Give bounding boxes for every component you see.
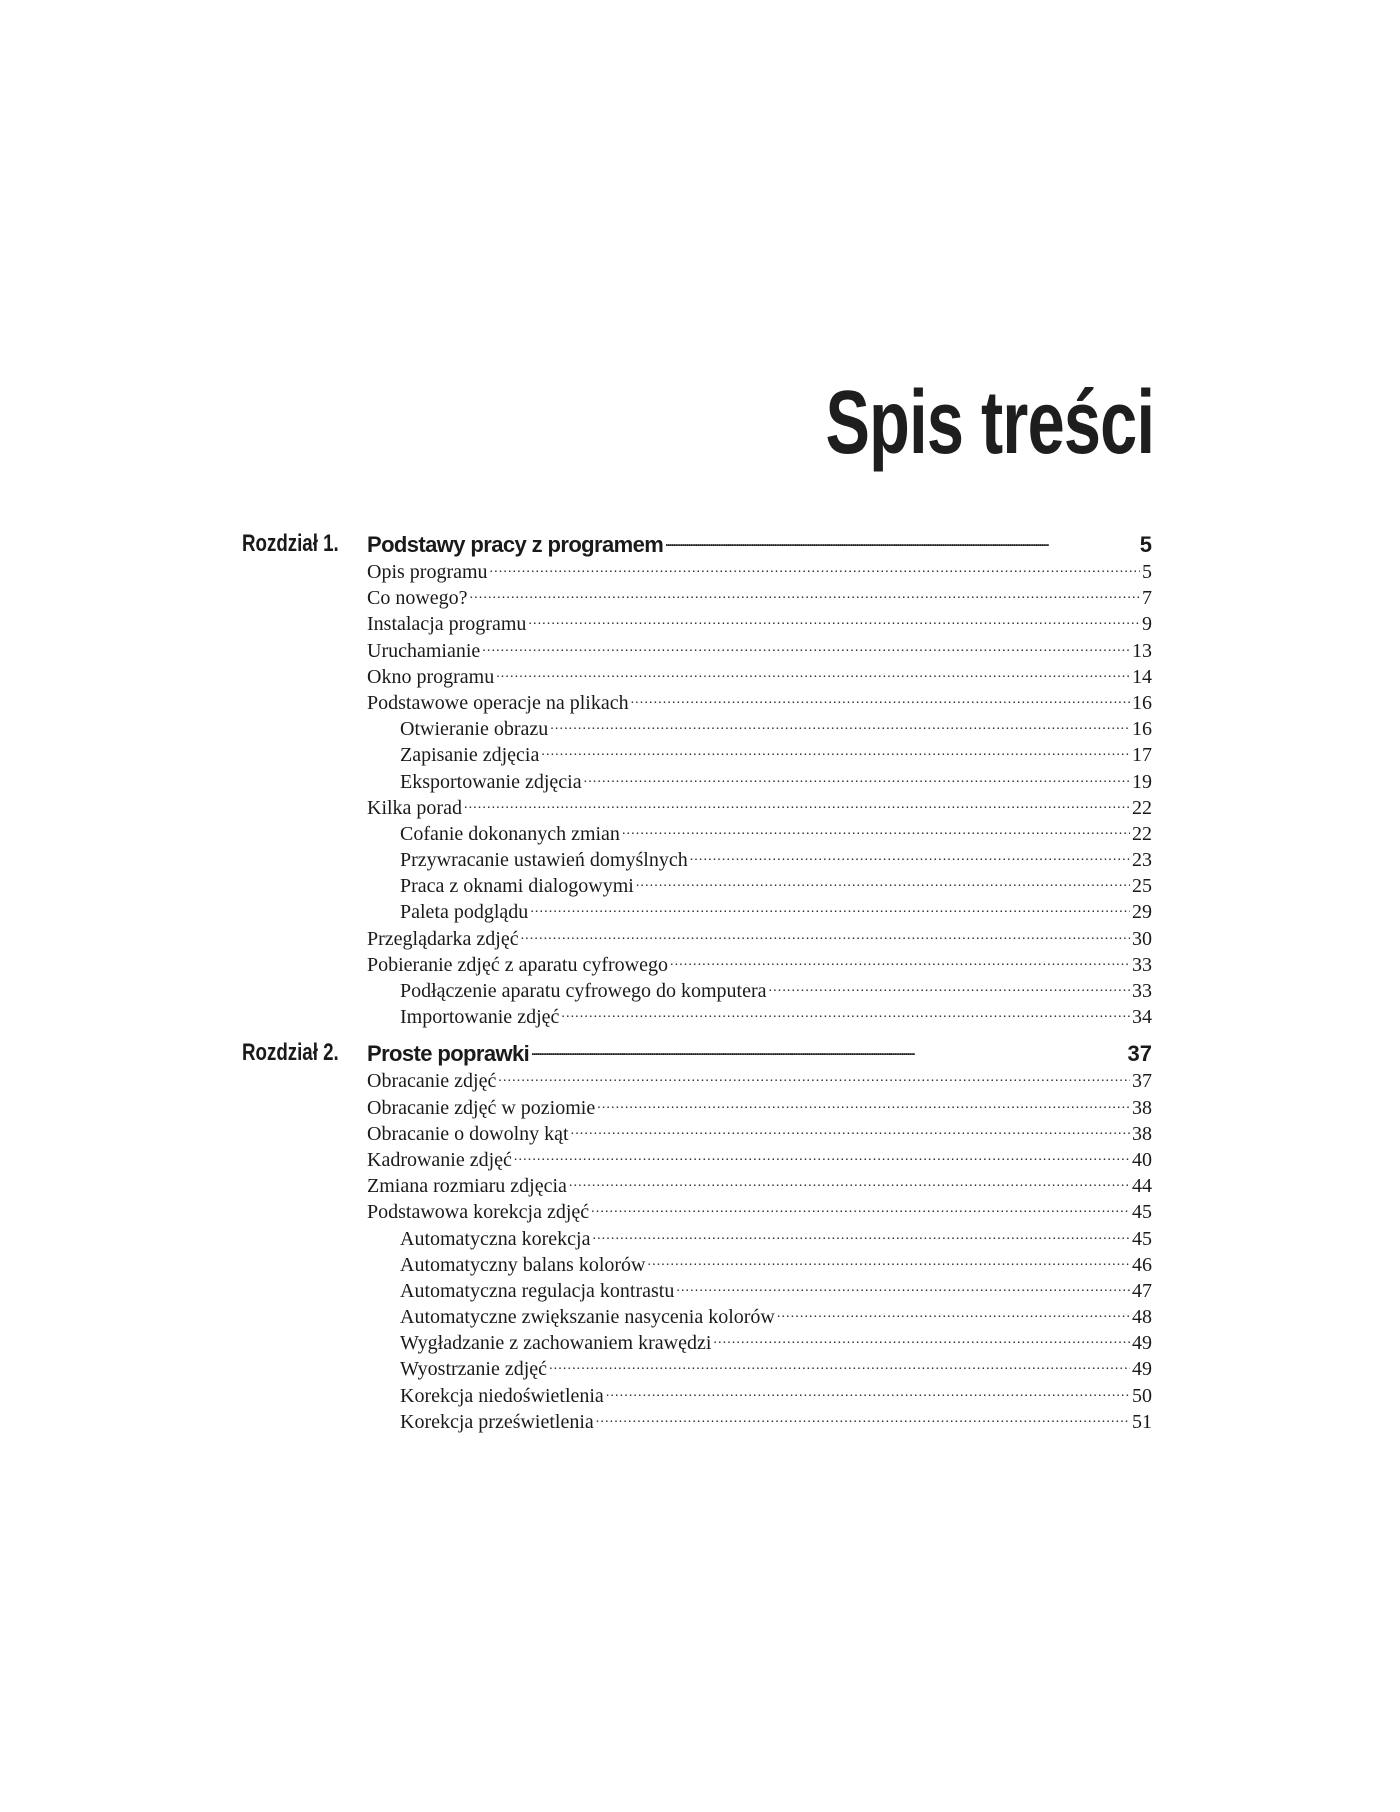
dot-leader [549,1355,1130,1375]
entry-label: Opis programu [367,561,488,583]
page-number: 34 [1132,1006,1152,1029]
entry-label: Okno programu [367,665,495,688]
dot-leader [584,768,1130,788]
page-number: 40 [1132,1148,1152,1171]
entry-label: Korekcja prześwietlenia [400,1410,594,1433]
page-number: 16 [1132,691,1152,714]
chapter-title: Proste poprawki [367,1041,530,1067]
page-title: Spis treści [825,373,1154,473]
page-number: 7 [1142,587,1152,610]
dot-leader [622,820,1130,840]
page-number: 33 [1132,953,1152,976]
entry-label: Wyostrzanie zdjęć [400,1358,548,1381]
dot-leader [521,925,1130,945]
entry-label: Cofanie dokonanych zmian [400,822,620,845]
entry-label: Importowanie zdjęć [400,1006,560,1029]
dot-leader [713,1329,1130,1349]
dot-leader [690,846,1130,866]
entry-label: Automatyczne zwiększanie nasycenia kolorów [400,1306,775,1329]
dot-leader [470,584,1140,604]
toc-chapter [242,1039,1152,1434]
toc-section-entry[interactable] [367,637,1152,663]
entry-label: Kilka porad [367,796,462,819]
page-number: 51 [1132,1410,1152,1433]
dot-leader [528,610,1140,630]
dot-leader [636,872,1130,892]
page-number: 38 [1132,1122,1152,1145]
toc-section-entry[interactable] [367,951,1152,977]
toc-subsection-entry[interactable] [400,1355,1152,1381]
toc-section-entry[interactable] [367,1067,1152,1093]
entry-label: Co nowego? [367,587,468,610]
page-number: 46 [1132,1253,1152,1276]
entry-label: Przywracanie ustawień domyślnych [400,849,688,872]
page-number: 30 [1132,927,1152,950]
page-number: 33 [1132,980,1152,1002]
page-number: 47 [1132,1279,1152,1302]
toc-section-entry[interactable] [367,1094,1152,1120]
toc-section-entry[interactable] [367,794,1152,820]
page-number: 19 [1132,770,1152,793]
dot-leader [561,1003,1130,1023]
page-number: 37 [1132,1070,1152,1093]
page-number: 22 [1132,796,1152,819]
toc-subsection-entry[interactable] [400,846,1152,872]
toc-subsection-entry[interactable] [400,820,1152,846]
dot-leader [665,530,1138,552]
dot-leader [498,1067,1130,1087]
entry-label: Obracanie zdjęć w poziomie [367,1096,596,1119]
toc-chapter-title-link[interactable] [367,530,1152,558]
chapter-number: Rozdział 1. [242,530,339,557]
entry-label: Podłączenie aparatu cyfrowego do komputera [400,980,767,1002]
toc-subsection-entry[interactable] [400,1382,1152,1408]
dot-leader [482,637,1130,657]
dot-leader [631,689,1130,709]
dot-leader [490,558,1140,578]
page-number: 45 [1132,1227,1152,1250]
dot-leader [596,1408,1130,1428]
dot-leader [777,1303,1130,1323]
page-number: 48 [1132,1306,1152,1329]
entry-label: Automatyczna regulacja kontrastu [400,1279,675,1302]
toc-section-entry[interactable] [367,1146,1152,1172]
entry-label: Kadrowanie zdjęć [367,1148,512,1171]
table-of-contents [242,530,1152,1444]
toc-section-entry[interactable] [367,925,1152,951]
entry-label: Automatyczny balans kolorów [400,1253,646,1276]
entry-label: Automatyczna korekcja [400,1227,591,1250]
page-number: 14 [1132,665,1152,688]
entry-label: Zmiana rozmiaru zdjęcia [367,1175,567,1198]
page-number: 25 [1132,875,1152,898]
dot-leader [597,1094,1130,1114]
toc-section-entry[interactable] [367,1198,1152,1224]
toc-subsection-entry[interactable] [400,1003,1152,1029]
page-number: 5 [1139,532,1152,557]
entry-label: Obracanie zdjęć [367,1070,497,1093]
entry-label: Wygładzanie z zachowaniem krawędzi [400,1332,712,1355]
chapter-title: Podstawy pracy z programem [367,532,664,557]
dot-leader [592,1225,1130,1245]
entry-label: Instalacja programu [367,613,527,636]
page-number: 22 [1132,822,1152,845]
entry-label: Podstawowe operacje na plikach [367,691,629,714]
toc-section-entry[interactable] [367,584,1152,610]
toc-subsection-entry[interactable] [400,1329,1152,1355]
page-number: 9 [1142,613,1152,636]
toc-section-entry[interactable] [367,689,1152,715]
page-number: 44 [1132,1175,1152,1198]
entry-label: Podstawowa korekcja zdjęć [367,1201,590,1224]
page-number: 49 [1132,1358,1152,1381]
toc-section-entry[interactable] [367,610,1152,636]
entry-label: Pobieranie zdjęć z aparatu cyfrowego [367,953,668,976]
toc-section-entry[interactable] [367,1172,1152,1198]
toc-subsection-entry[interactable] [400,1303,1152,1329]
dot-leader [676,1277,1130,1297]
toc-subsection-entry[interactable] [400,1277,1152,1303]
toc-subsection-entry[interactable] [400,977,1152,1003]
toc-subsection-entry[interactable] [400,872,1152,898]
chapter-number: Rozdział 2. [242,1039,339,1067]
entry-label: Praca z oknami dialogowymi [400,875,634,898]
toc-chapter [242,530,1152,1029]
dot-leader [541,741,1130,761]
page-number: 49 [1132,1332,1152,1355]
entry-label: Korekcja niedoświetlenia [400,1384,604,1407]
toc-subsection-entry[interactable] [400,1225,1152,1251]
dot-leader [571,1120,1130,1140]
toc-subsection-entry[interactable] [400,898,1152,924]
entry-label: Zapisanie zdjęcia [400,744,540,767]
toc-section-entry[interactable] [367,663,1152,689]
toc-chapter-title-link[interactable] [367,1039,1152,1067]
entry-label: Otwieranie obrazu [400,718,549,741]
dot-leader [569,1172,1130,1192]
toc-subsection-entry[interactable] [400,715,1152,741]
dot-leader [496,663,1130,683]
dot-leader [591,1198,1130,1218]
toc-subsection-entry[interactable] [400,1251,1152,1277]
toc-section-entry[interactable] [367,1120,1152,1146]
page-number: 16 [1132,718,1152,741]
dot-leader [531,1039,1125,1061]
entry-label: Obracanie o dowolny kąt [367,1122,569,1145]
dot-leader [648,1251,1131,1271]
page-number: 29 [1132,901,1152,924]
entry-label: Przeglądarka zdjęć [367,927,519,950]
toc-section-entry[interactable] [367,558,1152,584]
dot-leader [606,1382,1130,1402]
page-number: 17 [1132,744,1152,767]
page-number: 50 [1132,1384,1152,1407]
entry-label: Uruchamianie [367,639,481,662]
toc-chapter-heading [242,530,1152,558]
dot-leader [670,951,1130,971]
entry-label: Eksportowanie zdjęcia [400,770,582,793]
page-number: 5 [1142,561,1152,583]
dot-leader [550,715,1130,735]
dot-leader [514,1146,1130,1166]
page-number: 23 [1132,849,1152,872]
page-number: 37 [1127,1041,1152,1067]
dot-leader [530,898,1130,918]
toc-chapter-heading [242,1039,1152,1067]
page-number: 38 [1132,1096,1152,1119]
dot-leader [769,977,1130,997]
toc-subsection-entry[interactable] [400,1408,1152,1434]
toc-subsection-entry[interactable] [400,768,1152,794]
page-number: 13 [1132,639,1152,662]
dot-leader [464,794,1130,814]
entry-label: Paleta podglądu [400,901,529,924]
page-number: 45 [1132,1201,1152,1224]
toc-subsection-entry[interactable] [400,741,1152,767]
